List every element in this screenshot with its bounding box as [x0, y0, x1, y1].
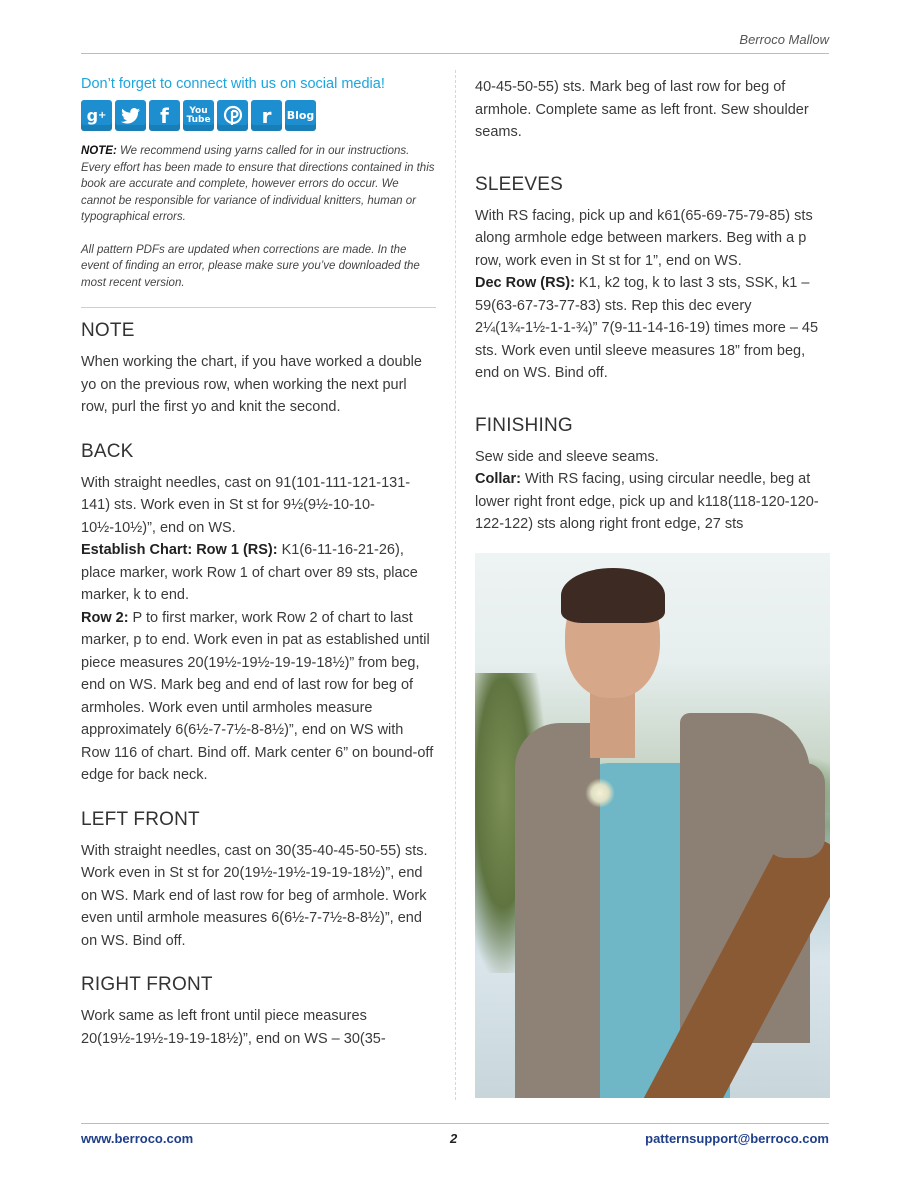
- note-text-body: When working the chart, if you have worked a double yo on the previous row, when working the next purl row, purl the first yo and knit the second.: [81, 354, 422, 415]
- sleeves-p2: K1, k2 tog, k to last 3 sts, SSK, k1 – 59(63-67-73-77-83) sts. Rep this dec every 2¼(1¾-1½-1-1-¾)” 7(9-11-14-16-19) times more – 45 sts. Work even until sleeve measures 18” from beg, end on WS. Bind off.: [475, 275, 819, 381]
- left-front-title: LEFT FRONT: [81, 808, 200, 830]
- photo-neck: [590, 688, 635, 758]
- back-p3: P to first marker, work Row 2 of chart to last marker, p to end. Work even in pat as established until piece measures 20(19½-19½-19-19-18½)” from beg, end on WS. Mark beg and end of last row for beg of armholes. Work even until armholes measure approximately 6(6½-7-7½-8-8½)”, end on WS with Row 116 of chart. Bind off. Mark center 6” on bound-off edge for back neck.: [81, 609, 434, 783]
- header-title: Berroco Mallow: [739, 32, 829, 47]
- finishing-p2-label: Collar:: [475, 471, 521, 487]
- finishing-title: FINISHING: [475, 414, 573, 436]
- youtube-icon[interactable]: You Tube: [183, 100, 214, 131]
- photo-flower: [585, 778, 615, 808]
- back-p2: K1(6-11-16-21-26), place marker, work Row 1 of chart over 89 sts, place marker, k to end.: [81, 542, 418, 603]
- finishing-p1: Sew side and sleeve seams.: [475, 448, 659, 465]
- left-front-text: With straight needles, cast on 30(35-40-45-50-55) sts. Work even in St st for 20(19½-19½-19-19-18½)”, end on WS. Mark end of last row for beg of armhole. Work even until armhole measures 6(6½-7-7½-8-8½)”, end on WS. Bind off.: [81, 842, 428, 949]
- sleeves-instructions: [475, 205, 830, 385]
- sleeves-title: SLEEVES: [475, 173, 564, 195]
- social-icons-row: [81, 100, 436, 131]
- footer-email-link[interactable]: patternsupport@berroco.com: [645, 1131, 829, 1146]
- note-label: NOTE:: [81, 145, 117, 157]
- footer-divider: [81, 1123, 829, 1124]
- social-heading: Don’t forget to connect with us on social media!: [81, 76, 385, 92]
- ravelry-icon[interactable]: r: [251, 100, 282, 131]
- sleeves-p2-label: Dec Row (RS):: [475, 275, 575, 291]
- pinterest-icon[interactable]: [217, 100, 248, 131]
- page-number: 2: [450, 1131, 458, 1146]
- back-instructions: [81, 472, 436, 787]
- right-column: [475, 76, 830, 558]
- left-column: [81, 76, 436, 1072]
- note-title: NOTE: [81, 320, 135, 341]
- back-p3-label: Row 2:: [81, 609, 129, 626]
- model-photo: [475, 553, 830, 1098]
- photo-hair: [561, 568, 665, 623]
- blog-icon[interactable]: Blog: [285, 100, 316, 131]
- twitter-icon[interactable]: [115, 100, 146, 131]
- photo-arm: [765, 763, 825, 858]
- back-title: BACK: [81, 440, 134, 462]
- facebook-icon[interactable]: f: [149, 100, 180, 131]
- google-plus-icon[interactable]: g +: [81, 100, 112, 131]
- right-front-title: RIGHT FRONT: [81, 974, 213, 995]
- right-front-text-continued: 40-45-50-55) sts. Mark beg of last row for beg of armhole. Complete same as left front. Sew shoulder seams.: [475, 79, 809, 140]
- column-divider: [455, 70, 456, 1100]
- back-p1: With straight needles, cast on 91(101-111-121-131-141) sts. Work even in St st for 9½(9½-10-10-10½-10½)”, end on WS.: [81, 474, 411, 536]
- note-text: We recommend using yarns called for in our instructions. Every effort has been made to ensure that directions contained in this book are accurate and complete, however errors do occur. We cannot be responsible for variance of individual knitters, human or typographical errors.: [81, 145, 435, 223]
- sleeves-p1: With RS facing, pick up and k61(65-69-75-79-85) sts along armhole edge between markers. Beg with a p row, work even in St st for 1”, end on WS.: [475, 207, 813, 269]
- finishing-p2: With RS facing, using circular needle, beg at lower right front edge, pick up and k118(118-120-120-122-122) sts along right front edge, 27 sts: [475, 471, 819, 532]
- footer-website-link[interactable]: www.berroco.com: [81, 1131, 194, 1146]
- section-separator: [81, 307, 436, 308]
- header-divider: [81, 53, 829, 54]
- right-front-text: Work same as left front until piece measures 20(19½-19½-19-19-18½)”, end on WS – 30(35-: [81, 1008, 386, 1047]
- pdf-note: All pattern PDFs are updated when corrections are made. In the event of finding an error, please make sure you’ve downloaded the most recent version.: [81, 243, 420, 289]
- disclaimer-note: [81, 143, 436, 226]
- finishing-instructions: [475, 446, 830, 536]
- back-p2-label: Establish Chart: Row 1 (RS):: [81, 542, 278, 558]
